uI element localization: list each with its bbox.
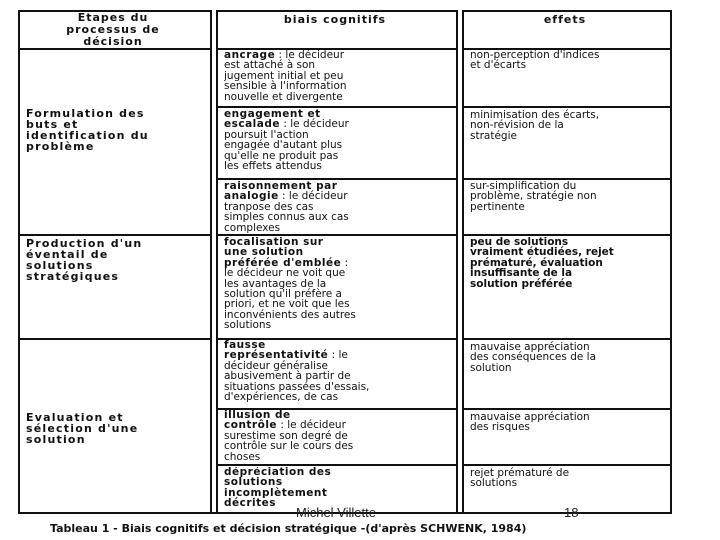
effect-depreciation: rejet prématuré de solutions [470,467,570,490]
row-divider [464,408,670,410]
bias-term: ancrage [224,50,276,61]
bias-escalation [224,109,450,177]
bias-term: fausse représentativité [224,340,329,362]
footer-page-number: 18 [564,505,579,520]
row-divider [218,234,456,236]
effect-illusion-control: mauvaise appréciation des risques [470,411,590,434]
column-effects [462,10,672,514]
header-biases: biais cognitifs [283,13,387,26]
row-divider [218,178,456,180]
row-divider [464,106,670,108]
bias-analogy [224,181,450,234]
bias-description: : le décideur ne voit que les avantages de la solution qu'il préfère a priori, et ne voit que les inconvénients des autres solutions [224,256,356,332]
effect-anchoring: non-perception d'indices et d'écarts [470,49,600,72]
stage-production: Production d'un éventail de solutions stratégiques [26,237,143,283]
row-divider [464,338,670,340]
bias-table [18,10,672,514]
bias-representativeness [224,340,450,408]
row-divider [20,234,210,236]
row-divider [218,106,456,108]
bias-description: : le décideur généralise abusivement à partir de situations passées d'essais, d'expériences, de cas [224,349,370,404]
header-effects: effets [543,13,587,26]
bias-anchoring [224,50,450,104]
bias-illusion-control [224,410,450,462]
footer-author: Michel Villette [296,505,376,520]
header-stages: Etapes du processus de décision [66,11,160,48]
bias-term: illusion de contrôle [224,410,291,432]
bias-term: focalisation sur une solution préférée d'emblée [224,237,342,269]
row-divider [20,338,210,340]
column-biases [216,10,458,514]
bias-focalisation [224,237,450,337]
stage-formulation: Formulation des buts et identification du problème [26,107,149,153]
row-divider [464,464,670,466]
bias-description: : le décideur tranpose des cas simples connus aux cas complexes [224,190,349,234]
bias-term: dépréciation des solutions incomplètement décrites [224,467,332,510]
bias-description: : le décideur surestime son degré de contrôle sur le cours des choses [224,419,354,462]
bias-description: : le décideur est attaché à son jugement initial et peu sensible à l'information nouvelle et divergente [224,50,347,103]
effect-representativeness: mauvaise appréciation des conséquences de la solution [470,341,597,374]
stage-evaluation: Evaluation et sélection d'une solution [26,411,139,446]
effect-analogy: sur-simplification du problème, stratégie non pertinente [470,180,597,213]
bias-description: : le décideur poursuit l'action engagée d'autant plus qu'elle ne produit pas les effets attendus [224,118,349,173]
row-divider [218,464,456,466]
column-stages [18,10,212,514]
effect-escalation: minimisation des écarts, non-révision de la stratégie [470,109,600,142]
effect-focalisation: peu de solutions vraiment étudiées, rejet prématuré, évaluation insuffisante de la solution préférée [470,236,614,290]
bias-term: raisonnement par analogie [224,181,338,203]
header-divider [20,48,210,50]
table-caption: Tableau 1 - Biais cognitifs et décision stratégique -(d'après SCHWENK, 1984) [50,522,527,535]
bias-term: engagement et escalade [224,109,321,131]
